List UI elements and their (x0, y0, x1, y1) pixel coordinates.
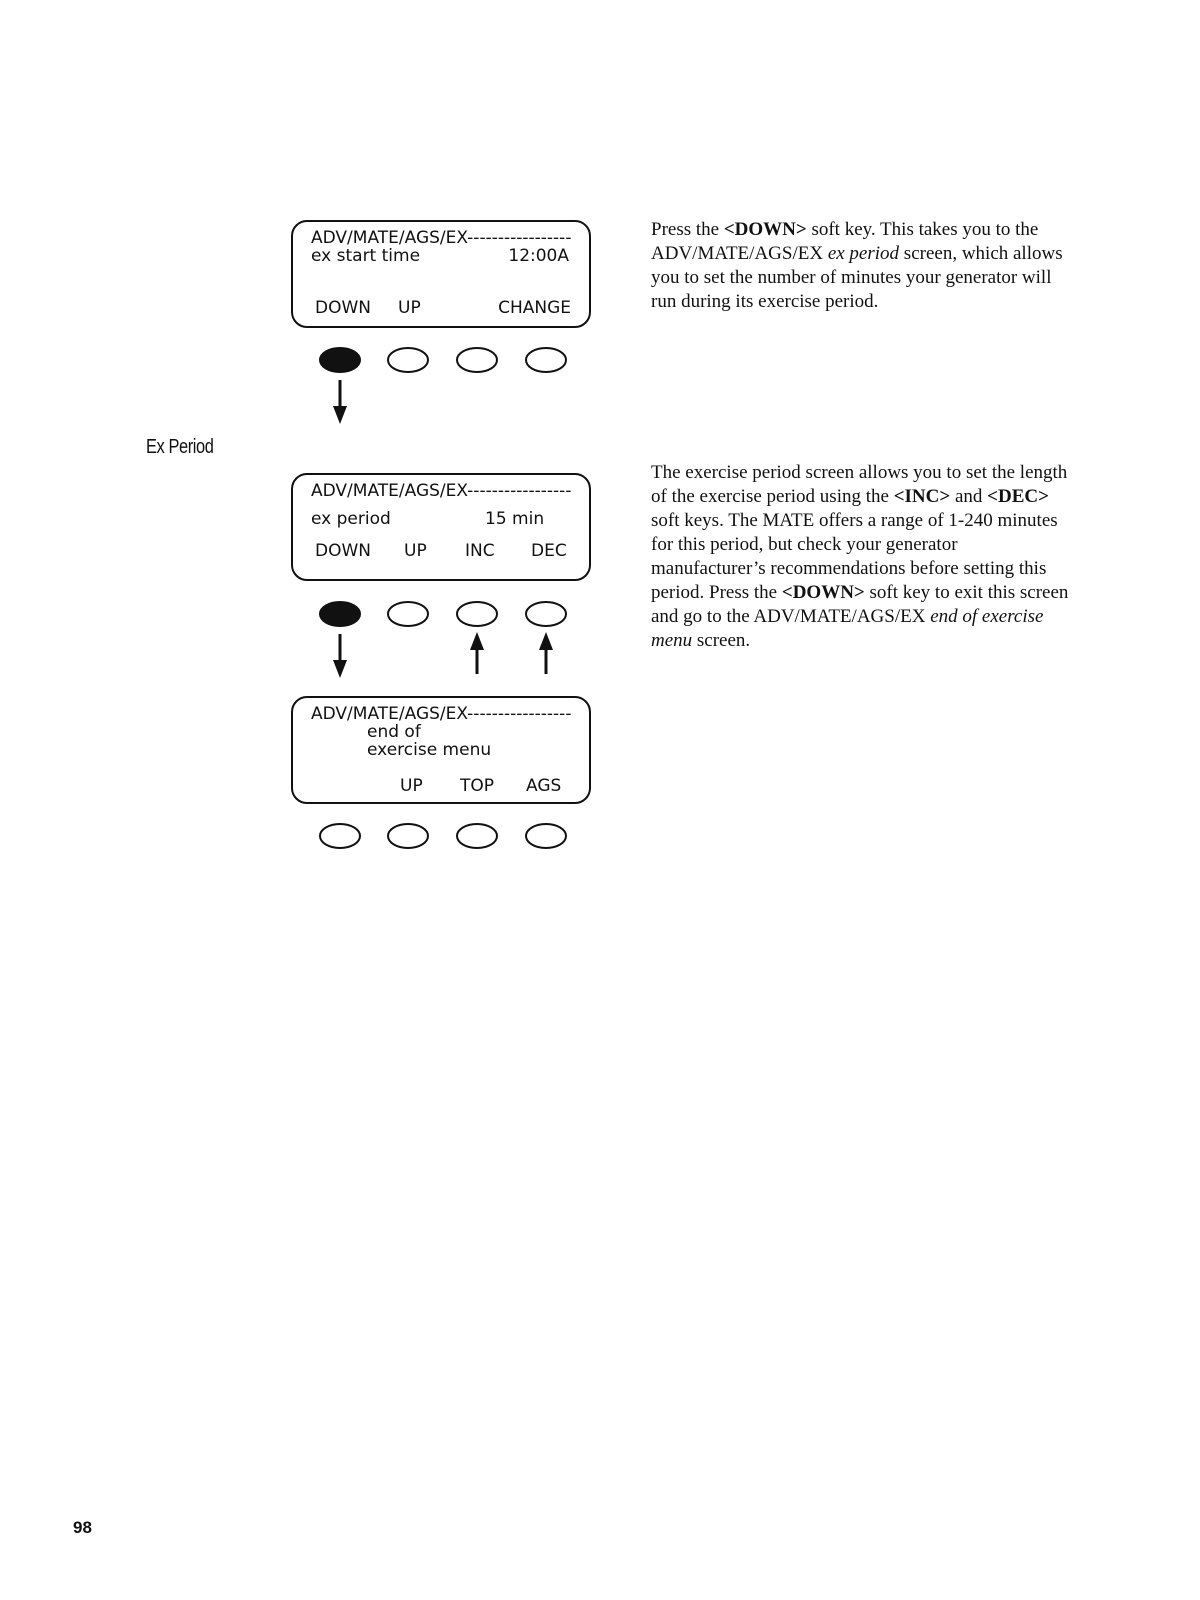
text-run: Press the (651, 219, 724, 240)
lcd-setting-value: 12:00A (508, 246, 569, 266)
softkey-2[interactable] (388, 348, 428, 372)
softkey-4[interactable] (526, 348, 566, 372)
softkey-3[interactable] (457, 602, 497, 626)
softkey-4[interactable] (526, 602, 566, 626)
instruction-paragraph-1 (651, 218, 1071, 314)
page-number: 98 (73, 1518, 92, 1537)
section-heading: Ex Period (146, 436, 214, 458)
softkey-label-4: AGS (526, 776, 562, 796)
softkey-label-2: UP (400, 776, 423, 796)
text-run: and (950, 486, 988, 507)
text-run: soft keys. The MATE offers a range of 1-240 minutes for this period, but check your generator manufacturer’s recommendations before setting this period. Press the (651, 510, 1058, 603)
softkey-4[interactable] (526, 824, 566, 848)
softkey-3[interactable] (457, 348, 497, 372)
down-arrowhead-icon (333, 406, 347, 424)
softkey-2[interactable] (388, 602, 428, 626)
lcd-line-3: exercise menu (367, 740, 492, 760)
softkey-label-1: DOWN (315, 541, 371, 561)
down-arrowhead-icon (333, 660, 347, 678)
text-run: soft key to exit this screen and go to the ADV/MATE/AGS/EX (651, 582, 1069, 627)
softkey-label-2: UP (398, 298, 421, 318)
softkey-label-3: INC (465, 541, 495, 561)
key-reference-dec: <DEC> (987, 486, 1049, 507)
lcd-setting-value: 15 min (485, 509, 545, 529)
lcd-path: ADV/MATE/AGS/EX----------------- (311, 704, 572, 724)
text-run: screen. (692, 630, 751, 651)
softkey-1-pressed[interactable] (320, 348, 360, 372)
up-arrowhead-icon (539, 632, 553, 650)
text-run: The exercise period screen allows you to set the length of the exercise period using the (651, 462, 1068, 507)
softkey-label-4: DEC (531, 541, 567, 561)
softkey-1-pressed[interactable] (320, 602, 360, 626)
up-arrowhead-icon (470, 632, 484, 650)
key-reference-down: <DOWN> (723, 219, 807, 240)
lcd-path: ADV/MATE/AGS/EX----------------- (311, 481, 572, 501)
lcd-path: ADV/MATE/AGS/EX----------------- (311, 228, 572, 248)
text-run: screen, which allows you to set the number of minutes your generator will run during its exercise period. (651, 243, 1063, 312)
instruction-paragraph-2 (651, 461, 1071, 653)
softkey-2[interactable] (388, 824, 428, 848)
softkey-label-1: DOWN (315, 298, 371, 318)
softkey-label-2: UP (404, 541, 427, 561)
softkey-3[interactable] (457, 824, 497, 848)
text-run: soft key. This takes you to the ADV/MATE/AGS/EX (651, 219, 1039, 264)
softkey-label-4: CHANGE (498, 298, 571, 318)
lcd-setting-label: ex period (311, 509, 391, 529)
softkey-label-3: TOP (460, 776, 495, 796)
lcd-line-2: end of (367, 722, 421, 742)
screen-reference: ex period (827, 243, 900, 264)
lcd-setting-label: ex start time (311, 246, 421, 266)
softkey-1[interactable] (320, 824, 360, 848)
key-reference-down: <DOWN> (781, 582, 865, 603)
screen-reference: end of exercise menu (651, 606, 1044, 651)
key-reference-inc: <INC> (893, 486, 951, 507)
